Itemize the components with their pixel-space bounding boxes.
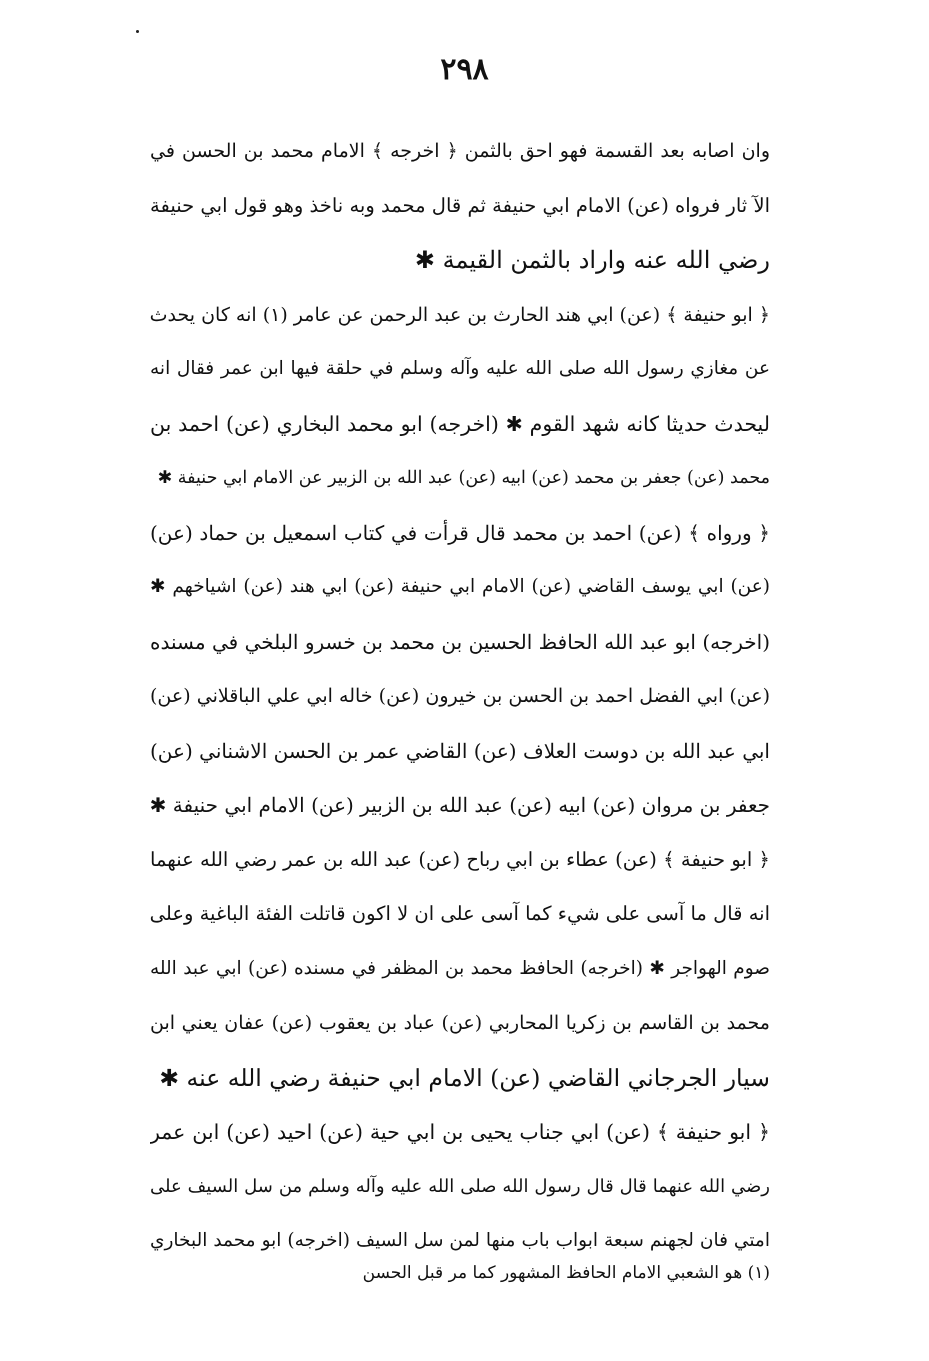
footnote: (١) هو الشعبي الامام الحافظ المشهور كما مر قبل الحسن <box>362 1263 770 1283</box>
text-line: رضي الله عنهما قال قال رسول الله صلى الله عليه وآله وسلم من سل السيف على <box>150 1175 770 1197</box>
page-number: ٢٩٨ <box>440 52 489 87</box>
text-line: عن مغازي رسول الله صلى الله عليه وآله وسلم في حلقة فيها ابن عمر فقال انه <box>150 358 770 379</box>
text-line: سيار الجرجاني القاضي (عن) الامام ابي حنيفة رضي الله عنه ✱ <box>159 1063 770 1092</box>
text-line: ﴿ ابو حنيفة ﴾ (عن) عطاء بن ابي رباح (عن) عبد الله بن عمر رضي الله عنهما <box>150 847 770 871</box>
text-line: الآ ثار فرواه (عن) الامام ابي حنيفة ثم قال محمد وبه ناخذ وهو قول ابي حنيفة <box>150 193 770 217</box>
text-line: (عن) ابي الفضل احمد بن الحسن بن خيرون (عن) خاله ابي علي الباقلاني (عن) <box>150 685 770 707</box>
text-line: جعفر بن مروان (عن) ابيه (عن) عبد الله بن الزبير (عن) الامام ابي حنيفة ✱ <box>150 793 770 817</box>
text-line: ﴿ ورواه ﴾ (عن) احمد بن محمد قال قرأت في كتاب اسمعيل بن حماد (عن) <box>150 520 770 545</box>
text-line: ليحدث حديثا كانه شهد القوم ✱ (اخرجه) ابو محمد البخاري (عن) احمد بن <box>150 411 770 436</box>
text-line: محمد بن القاسم بن زكريا المحاربي (عن) عباد بن يعقوب (عن) عفان يعني ابن <box>150 1012 770 1034</box>
text-line: ﴿ ابو حنيفة ﴾ (عن) ابي هند الحارث بن عبد الرحمن عن عامر (١) انه كان يحدث <box>150 303 770 326</box>
page-mark <box>136 30 139 33</box>
text-line: صوم الهواجر ✱ (اخرجه) الحافظ محمد بن المظفر في مسنده (عن) ابي عبد الله <box>150 957 770 979</box>
text-line: (عن) ابي يوسف القاضي (عن) الامام ابي حنيفة (عن) ابي هند (عن) اشياخهم ✱ <box>150 576 770 597</box>
text-line: ابي عبد الله بن دوست العلاف (عن) القاضي عمر بن الحسن الاشناني (عن) <box>150 738 770 763</box>
text-line: ﴿ ابو حنيفة ﴾ (عن) ابي جناب يحيى بن ابي حية (عن) احيد (عن) ابن عمر <box>150 1120 770 1144</box>
body-text <box>150 124 770 1269</box>
text-line: وان اصابه بعد القسمة فهو احق بالثمن ﴿ اخرجه ﴾ الامام محمد بن الحسن في <box>150 140 770 162</box>
text-line: رضي الله عنه واراد بالثمن القيمة ✱ <box>414 246 770 274</box>
text-line: محمد (عن) جعفر بن محمد (عن) ابيه (عن) عبد الله بن الزبير عن الامام ابي حنيفة ✱ <box>157 468 770 488</box>
text-line: (اخرجه) ابو عبد الله الحافظ الحسين بن محمد بن خسرو البلخي في مسنده <box>150 629 770 654</box>
text-line: انه قال ما آسى على شيء كما آسى على ان لا اكون قاتلت الفئة الباغية وعلى <box>150 902 770 925</box>
text-line: امتي فان لجهنم سبعة ابواب باب منها لمن سل السيف (اخرجه) ابو محمد البخاري <box>150 1230 770 1251</box>
